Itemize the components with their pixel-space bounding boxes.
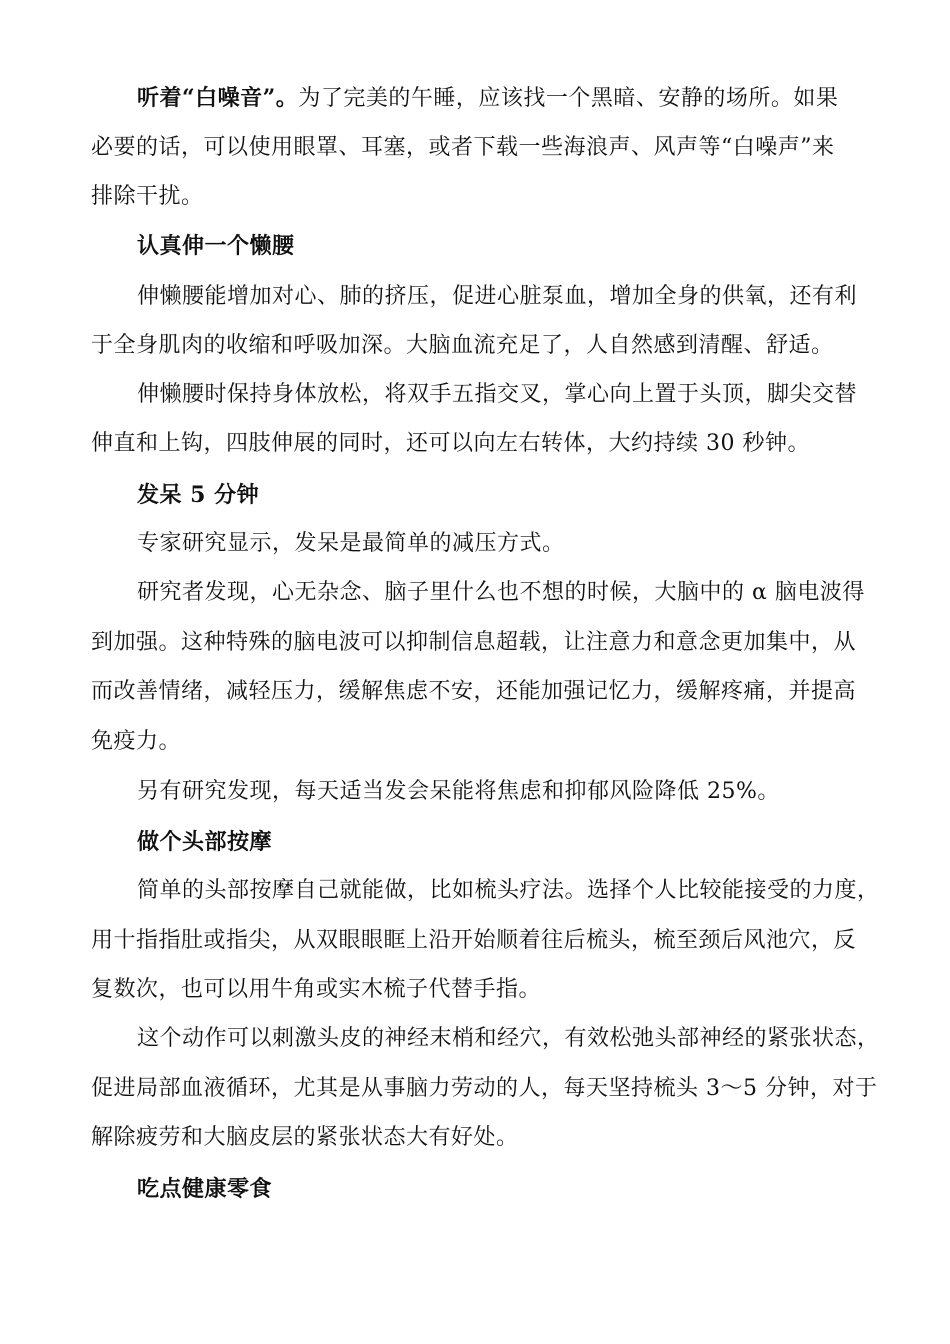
massage-paragraph-1-line-3: 复数次，也可以用牛角或实木梳子代替手指。 (91, 977, 542, 1002)
massage-paragraph-1-line-2: 用十指指肚或指尖，从双眼眼眶上沿开始顺着往后梳头，梳至颈后风池穴，反 (91, 928, 857, 953)
daydream-paragraph-2-line-1: 研究者发现，心无杂念、脑子里什么也不想的时候，大脑中的 α 脑电波得 (137, 580, 865, 605)
massage-paragraph-2-line-2: 促进局部血液循环，尤其是从事脑力劳动的人，每天坚持梳头 3～5 分钟，对于 (91, 1076, 878, 1101)
snacks-heading: 吃点健康零食 (137, 1176, 273, 1202)
stretch-paragraph-1-line-1: 伸懒腰能增加对心、肺的挤压，促进心脏泵血，增加全身的供氧，还有利 (137, 284, 858, 309)
white-noise-heading: 听着“白噪音”。 (137, 85, 299, 111)
daydream-paragraph-1: 专家研究显示，发呆是最简单的减压方式。 (137, 531, 565, 556)
daydream-paragraph-2-line-4: 免疫力。 (91, 729, 182, 754)
daydream-paragraph-2-line-3: 而改善情绪，减轻压力，缓解焦虑不安，还能加强记忆力，缓解疼痛，并提高 (91, 679, 857, 704)
white-noise-paragraph-line-3: 排除干扰。 (91, 184, 204, 209)
massage-paragraph-2-line-1: 这个动作可以刺激头皮的神经末梢和经穴，有效松弛头部神经的紧张状态， (137, 1026, 880, 1051)
daydream-heading: 发呆 5 分钟 (137, 482, 260, 508)
stretch-heading: 认真伸一个懒腰 (137, 233, 295, 259)
daydream-paragraph-2-line-2: 到加强。这种特殊的脑电波可以抑制信息超载，让注意力和意念更加集中，从 (91, 630, 857, 655)
massage-paragraph-1-line-1: 简单的头部按摩自己就能做，比如梳头疗法。选择个人比较能接受的力度， (137, 878, 880, 903)
daydream-paragraph-3: 另有研究发现，每天适当发会呆能将焦虑和抑郁风险降低 25%。 (137, 779, 780, 804)
white-noise-paragraph-line-2: 必要的话，可以使用眼罩、耳塞，或者下载一些海浪声、风声等“白噪声”来 (91, 135, 835, 160)
white-noise-text: 为了完美的午睡，应该找一个黑暗、安静的场所。如果 (298, 86, 839, 111)
stretch-paragraph-2-line-2: 伸直和上钩，四肢伸展的同时，还可以向左右转体，大约持续 30 秒钟。 (91, 431, 810, 456)
stretch-paragraph-1-line-2: 于全身肌肉的收缩和呼吸加深。大脑血流充足了，人自然感到清醒、舒适。 (91, 333, 834, 358)
stretch-paragraph-2-line-1: 伸懒腰时保持身体放松，将双手五指交叉，掌心向上置于头顶，脚尖交替 (137, 382, 858, 407)
massage-paragraph-2-line-3: 解除疲劳和大脑皮层的紧张状态大有好处。 (91, 1125, 519, 1150)
massage-heading: 做个头部按摩 (137, 829, 273, 855)
white-noise-paragraph-line-1 (137, 84, 838, 113)
